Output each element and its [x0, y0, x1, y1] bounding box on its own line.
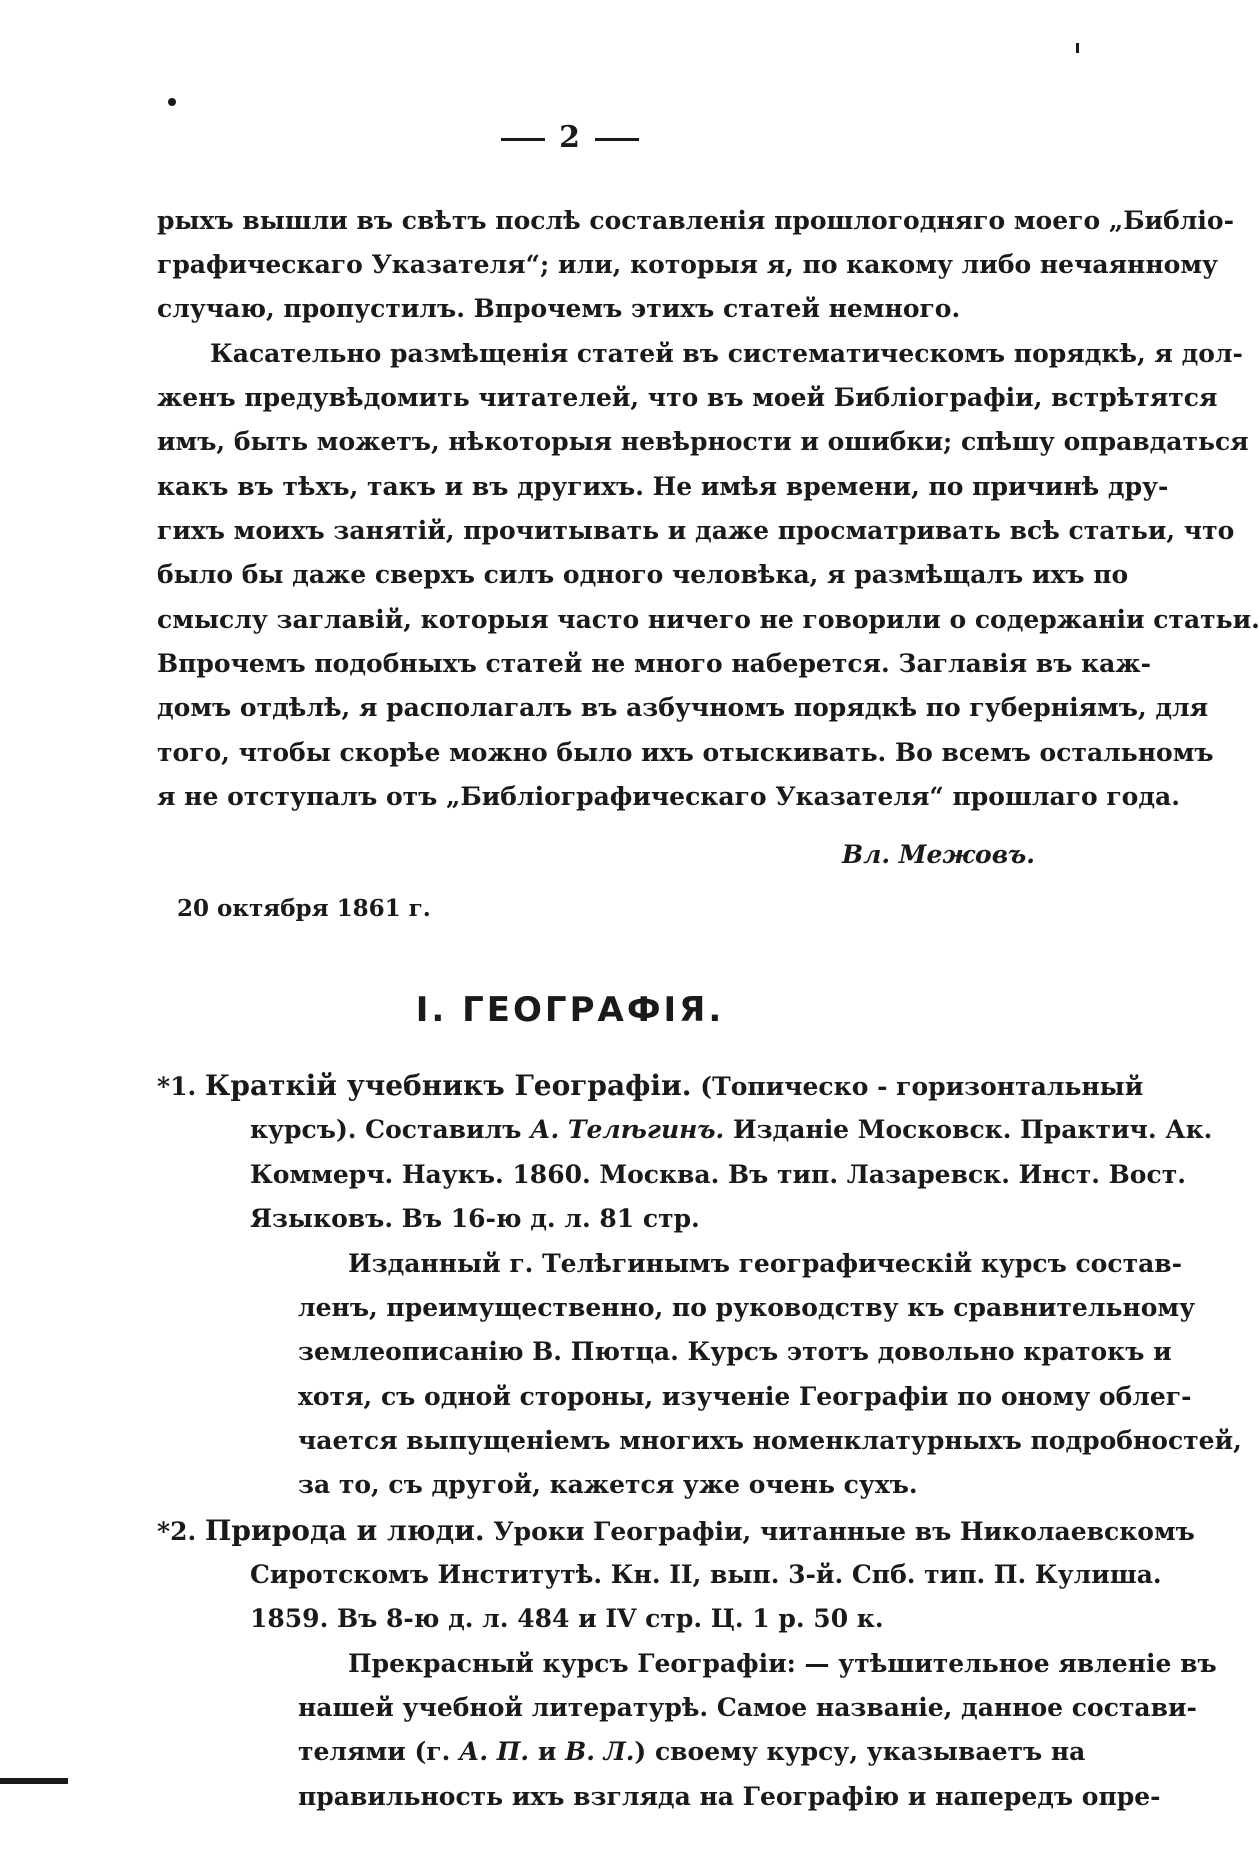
intro-line-4: Касательно размѣщенія статей въ систематическомъ порядкѣ, я дол-: [210, 339, 1243, 368]
section-heading: I. ГЕОГРАФІЯ.: [415, 990, 725, 1030]
intro-line-5: женъ предувѣдомить читателей, что въ моей Библіографіи, встрѣтятся: [157, 383, 1218, 412]
entry-1-review-line-5: чается выпущеніемъ многихъ номенклатурныхъ подробностей,: [298, 1426, 1242, 1455]
scan-speck: [1076, 43, 1079, 53]
entry-1-review-line-4: хотя, съ одной стороны, изученіе Географіи по оному облег-: [298, 1382, 1192, 1411]
entry-1-review-line-6: за то, съ другой, кажется уже очень сухъ.: [298, 1470, 918, 1499]
entry-2-line1-rest: Уроки Географіи, читанные въ Николаевскомъ: [493, 1517, 1195, 1546]
entry-1-line2-b: Изданіе Московск. Практич. Ак.: [724, 1115, 1213, 1144]
scan-speck: [168, 98, 176, 106]
scan-edge-mark: [0, 1778, 68, 1784]
entry-2-review3-b: ) своему курсу, указываетъ на: [634, 1737, 1086, 1766]
intro-line-2: графическаго Указателя“; или, которыя я, по какому либо нечаянному: [157, 250, 1219, 279]
page-number: [0, 120, 1140, 155]
intro-line-7: какъ въ тѣхъ, такъ и въ другихъ. Не имѣя времени, по причинѣ дру-: [157, 472, 1169, 501]
entry-2-line-2: Сиротскомъ Институтѣ. Кн. II, вып. 3-й. Спб. тип. П. Кулиша.: [250, 1560, 1162, 1589]
entry-2-review-line-1: Прекрасный курсъ Географіи: — утѣшительное явленіе въ: [348, 1649, 1217, 1678]
intro-line-11: Впрочемъ подобныхъ статей не много наберется. Заглавія въ каж-: [157, 649, 1151, 678]
preface-date: 20 октября 1861 г.: [177, 895, 431, 922]
entry-1-title: Краткій учебникъ Географіи.: [204, 1069, 692, 1102]
intro-line-10: смыслу заглавій, которыя часто ничего не говорили о содержаніи статьи.: [157, 605, 1260, 634]
entry-1-line-3: Коммерч. Наукъ. 1860. Москва. Въ тип. Лазаревск. Инст. Вост.: [250, 1160, 1186, 1189]
entry-2-review-line-4: правильность ихъ взгляда на Географію и напередъ опре-: [298, 1782, 1161, 1811]
entry-1-header-line: [157, 1068, 1144, 1105]
intro-line-1: рыхъ вышли въ свѣтъ послѣ составленія прошлогодняго моего „Библіо-: [157, 206, 1234, 235]
intro-line-12: домъ отдѣлѣ, я располагалъ въ азбучномъ порядкѣ по губерніямъ, для: [157, 693, 1209, 722]
entry-1-number: *1.: [157, 1072, 197, 1101]
entry-1-line2-a: курсъ). Составилъ: [250, 1115, 531, 1144]
entry-2-review-line-3: [298, 1734, 1086, 1770]
intro-line-9: было бы даже сверхъ силъ одного человѣка, я размѣщалъ ихъ по: [157, 560, 1129, 589]
page-number-text: 2: [559, 120, 581, 155]
entry-1-line-4: Языковъ. Въ 16-ю д. л. 81 стр.: [250, 1204, 700, 1233]
entry-2-number: *2.: [157, 1517, 197, 1546]
entry-1-line-2: [250, 1112, 1213, 1148]
entry-1-line1-rest: (Топическо - горизонтальный: [700, 1072, 1144, 1101]
entry-2-review3-initials-1: А. П.: [459, 1737, 530, 1766]
entry-2-review3-initials-2: В. Л.: [565, 1737, 635, 1766]
entry-2-review-line-2: нашей учебной литературѣ. Самое названіе, данное состави-: [298, 1693, 1197, 1722]
entry-1-review-line-2: ленъ, преимущественно, по руководству къ сравнительному: [298, 1293, 1196, 1322]
intro-line-6: имъ, быть можетъ, нѣкоторыя невѣрности и ошибки; спѣшу оправдаться: [157, 427, 1249, 456]
intro-line-8: гихъ моихъ занятій, прочитывать и даже просматривать всѣ статьи, что: [157, 516, 1235, 545]
entry-2-review3-a: телями (г.: [298, 1737, 460, 1766]
intro-line-3: случаю, пропустилъ. Впрочемъ этихъ статей немного.: [157, 294, 961, 323]
entry-1-review-line-3: землеописанію В. Пютца. Курсъ этотъ довольно кратокъ и: [298, 1337, 1172, 1366]
entry-2-header-line: [157, 1513, 1195, 1550]
entry-1-author: А. Телѣгинъ.: [530, 1115, 725, 1144]
page-number-dash-right: [595, 138, 639, 141]
intro-line-13: того, чтобы скорѣе можно было ихъ отыскивать. Во всемъ остальномъ: [157, 738, 1214, 767]
entry-2-review3-mid: и: [529, 1737, 566, 1766]
page-number-dash-left: [501, 138, 545, 141]
entry-2-line-3: 1859. Въ 8-ю д. л. 484 и IV стр. Ц. 1 р. 50 к.: [250, 1604, 884, 1633]
author-signature: Вл. Межовъ.: [841, 840, 1035, 869]
entry-2-title: Природа и люди.: [204, 1514, 485, 1547]
intro-line-14: я не отступалъ отъ „Библіографическаго Указателя“ прошлаго года.: [157, 782, 1180, 811]
entry-1-review-line-1: Изданный г. Телѣгинымъ географическій курсъ состав-: [348, 1249, 1183, 1278]
